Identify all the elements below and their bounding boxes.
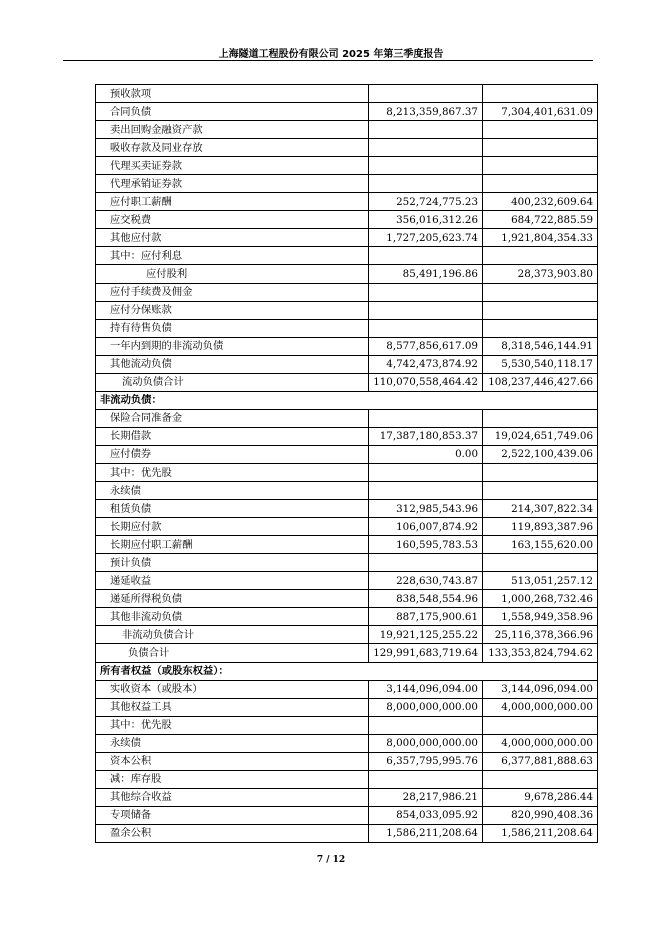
row-label: 应付股利 xyxy=(96,265,369,283)
value-period-end: 8,000,000,000.00 xyxy=(369,734,483,752)
table-row xyxy=(96,590,598,608)
row-label: 应付分保账款 xyxy=(96,301,369,319)
value-period-end: 6,357,795,995.76 xyxy=(369,752,483,770)
table-row xyxy=(96,301,598,319)
value-period-end: 4,742,473,874.92 xyxy=(369,355,483,373)
row-label: 应付职工薪酬 xyxy=(96,193,369,211)
row-label: 递延收益 xyxy=(96,572,369,590)
table-row xyxy=(96,554,598,572)
row-label: 其中：优先股 xyxy=(96,716,369,734)
value-prior-year-end xyxy=(483,175,598,193)
row-label: 减：库存股 xyxy=(96,770,369,788)
value-prior-year-end: 4,000,000,000.00 xyxy=(483,734,598,752)
row-label: 非流动负债合计 xyxy=(96,626,369,644)
value-prior-year-end xyxy=(483,283,598,301)
value-period-end xyxy=(369,770,483,788)
table-row xyxy=(96,103,598,121)
value-prior-year-end: 1,558,949,358.96 xyxy=(483,608,598,626)
value-period-end xyxy=(369,409,483,427)
table-row xyxy=(96,391,598,409)
table-row xyxy=(96,193,598,211)
value-period-end: 19,921,125,255.22 xyxy=(369,626,483,644)
value-period-end: 854,033,095.92 xyxy=(369,806,483,824)
row-label: 负债合计 xyxy=(96,644,369,662)
row-label: 租赁负债 xyxy=(96,500,369,518)
table-row xyxy=(96,536,598,554)
row-label: 其他综合收益 xyxy=(96,788,369,806)
value-prior-year-end xyxy=(483,770,598,788)
value-period-end xyxy=(369,463,483,481)
row-label: 永续债 xyxy=(96,734,369,752)
table-row xyxy=(96,482,598,500)
row-label: 专项储备 xyxy=(96,806,369,824)
value-period-end xyxy=(369,283,483,301)
value-prior-year-end: 19,024,651,749.06 xyxy=(483,427,598,445)
table-row xyxy=(96,680,598,698)
row-label: 卖出回购金融资产款 xyxy=(96,121,369,139)
row-label: 预收款项 xyxy=(96,85,369,103)
table-row xyxy=(96,247,598,265)
row-label: 递延所得税负债 xyxy=(96,590,369,608)
value-period-end xyxy=(369,139,483,157)
table-row xyxy=(96,644,598,662)
row-label: 长期借款 xyxy=(96,427,369,445)
table-row xyxy=(96,463,598,481)
value-prior-year-end: 28,373,903.80 xyxy=(483,265,598,283)
table-row xyxy=(96,355,598,373)
table-row xyxy=(96,662,598,680)
value-prior-year-end: 9,678,286.44 xyxy=(483,788,598,806)
row-label: 应付债券 xyxy=(96,445,369,463)
row-label: 长期应付职工薪酬 xyxy=(96,536,369,554)
value-prior-year-end xyxy=(483,139,598,157)
value-period-end: 110,070,558,464.42 xyxy=(369,373,483,391)
value-period-end xyxy=(369,716,483,734)
row-label: 一年内到期的非流动负债 xyxy=(96,337,369,355)
row-label: 实收资本（或股本） xyxy=(96,680,369,698)
value-prior-year-end xyxy=(483,247,598,265)
row-label: 代理买卖证券款 xyxy=(96,157,369,175)
value-prior-year-end: 400,232,609.64 xyxy=(483,193,598,211)
value-prior-year-end: 6,377,881,888.63 xyxy=(483,752,598,770)
row-label: 其他非流动负债 xyxy=(96,608,369,626)
value-period-end xyxy=(369,482,483,500)
value-prior-year-end xyxy=(483,319,598,337)
table-row xyxy=(96,283,598,301)
value-prior-year-end xyxy=(483,157,598,175)
header-divider xyxy=(63,60,593,61)
table-row xyxy=(96,211,598,229)
page-header-title: 上海隧道工程股份有限公司 2025 年第三季度报告 xyxy=(218,49,444,60)
row-label: 其他流动负债 xyxy=(96,355,369,373)
value-prior-year-end: 2,522,100,439.06 xyxy=(483,445,598,463)
value-period-end: 252,724,775.23 xyxy=(369,193,483,211)
table-row xyxy=(96,121,598,139)
value-period-end: 17,387,180,853.37 xyxy=(369,427,483,445)
table-row xyxy=(96,319,598,337)
value-prior-year-end xyxy=(483,409,598,427)
value-period-end: 160,595,783.53 xyxy=(369,536,483,554)
table-row xyxy=(96,608,598,626)
table-row xyxy=(96,500,598,518)
value-period-end: 312,985,543.96 xyxy=(369,500,483,518)
value-prior-year-end: 25,116,378,366.96 xyxy=(483,626,598,644)
value-period-end xyxy=(369,175,483,193)
value-period-end xyxy=(369,85,483,103)
row-label: 其中：优先股 xyxy=(96,463,369,481)
value-period-end xyxy=(369,554,483,572)
row-label: 预计负债 xyxy=(96,554,369,572)
value-prior-year-end xyxy=(483,482,598,500)
value-prior-year-end: 513,051,257.12 xyxy=(483,572,598,590)
row-label: 吸收存款及同业存放 xyxy=(96,139,369,157)
table-row xyxy=(96,427,598,445)
table-row xyxy=(96,85,598,103)
row-label: 应交税费 xyxy=(96,211,369,229)
value-period-end: 356,016,312.26 xyxy=(369,211,483,229)
row-label: 保险合同准备金 xyxy=(96,409,369,427)
value-prior-year-end xyxy=(483,85,598,103)
row-label: 长期应付款 xyxy=(96,518,369,536)
value-prior-year-end: 4,000,000,000.00 xyxy=(483,698,598,716)
value-prior-year-end: 133,353,824,794.62 xyxy=(483,644,598,662)
row-label: 其中：应付利息 xyxy=(96,247,369,265)
value-period-end: 8,000,000,000.00 xyxy=(369,698,483,716)
value-prior-year-end: 214,307,822.34 xyxy=(483,500,598,518)
table-row xyxy=(96,139,598,157)
table-row xyxy=(96,788,598,806)
table-row xyxy=(96,518,598,536)
value-period-end: 0.00 xyxy=(369,445,483,463)
table-row xyxy=(96,716,598,734)
table-row xyxy=(96,337,598,355)
table-row xyxy=(96,445,598,463)
table-row xyxy=(96,572,598,590)
table-row xyxy=(96,229,598,247)
value-period-end: 8,213,359,867.37 xyxy=(369,103,483,121)
row-label: 应付手续费及佣金 xyxy=(96,283,369,301)
value-period-end: 887,175,900.61 xyxy=(369,608,483,626)
value-period-end xyxy=(369,319,483,337)
value-prior-year-end: 108,237,446,427.66 xyxy=(483,373,598,391)
section-heading: 非流动负债： xyxy=(96,391,598,409)
value-period-end: 129,991,683,719.64 xyxy=(369,644,483,662)
value-prior-year-end: 119,893,387.96 xyxy=(483,518,598,536)
table-row xyxy=(96,265,598,283)
value-prior-year-end xyxy=(483,554,598,572)
table-row xyxy=(96,373,598,391)
row-label: 永续债 xyxy=(96,482,369,500)
row-label: 合同负债 xyxy=(96,103,369,121)
table-row xyxy=(96,752,598,770)
value-period-end: 8,577,856,617.09 xyxy=(369,337,483,355)
value-prior-year-end xyxy=(483,716,598,734)
value-period-end: 106,007,874.92 xyxy=(369,518,483,536)
value-prior-year-end: 8,318,546,144.91 xyxy=(483,337,598,355)
balance-sheet-body xyxy=(96,85,598,843)
table-row xyxy=(96,698,598,716)
value-period-end: 228,630,743.87 xyxy=(369,572,483,590)
value-prior-year-end xyxy=(483,301,598,319)
value-period-end: 85,491,196.86 xyxy=(369,265,483,283)
value-prior-year-end: 1,000,268,732.46 xyxy=(483,590,598,608)
value-prior-year-end: 1,921,804,354.33 xyxy=(483,229,598,247)
row-label: 持有待售负债 xyxy=(96,319,369,337)
value-period-end: 1,586,211,208.64 xyxy=(369,824,483,842)
value-period-end xyxy=(369,121,483,139)
value-prior-year-end: 5,530,540,118.17 xyxy=(483,355,598,373)
balance-sheet-table xyxy=(95,84,598,843)
table-row xyxy=(96,806,598,824)
value-prior-year-end: 1,586,211,208.64 xyxy=(483,824,598,842)
table-row xyxy=(96,157,598,175)
value-prior-year-end: 820,990,408.36 xyxy=(483,806,598,824)
row-label: 其他应付款 xyxy=(96,229,369,247)
value-period-end: 838,548,554.96 xyxy=(369,590,483,608)
value-prior-year-end: 7,304,401,631.09 xyxy=(483,103,598,121)
value-period-end: 1,727,205,623.74 xyxy=(369,229,483,247)
value-period-end: 3,144,096,094.00 xyxy=(369,680,483,698)
value-prior-year-end xyxy=(483,121,598,139)
value-period-end xyxy=(369,301,483,319)
value-period-end: 28,217,986.21 xyxy=(369,788,483,806)
row-label: 盈余公积 xyxy=(96,824,369,842)
table-row xyxy=(96,824,598,842)
row-label: 资本公积 xyxy=(96,752,369,770)
row-label: 流动负债合计 xyxy=(96,373,369,391)
value-prior-year-end: 684,722,885.59 xyxy=(483,211,598,229)
value-prior-year-end: 163,155,620.00 xyxy=(483,536,598,554)
table-row xyxy=(96,626,598,644)
table-row xyxy=(96,175,598,193)
table-row xyxy=(96,409,598,427)
value-prior-year-end: 3,144,096,094.00 xyxy=(483,680,598,698)
table-row xyxy=(96,770,598,788)
value-period-end xyxy=(369,247,483,265)
row-label: 其他权益工具 xyxy=(96,698,369,716)
value-prior-year-end xyxy=(483,463,598,481)
table-row xyxy=(96,734,598,752)
row-label: 代理承销证券款 xyxy=(96,175,369,193)
page-number: 7 / 12 xyxy=(316,855,346,865)
value-period-end xyxy=(369,157,483,175)
section-heading: 所有者权益（或股东权益）： xyxy=(96,662,598,680)
